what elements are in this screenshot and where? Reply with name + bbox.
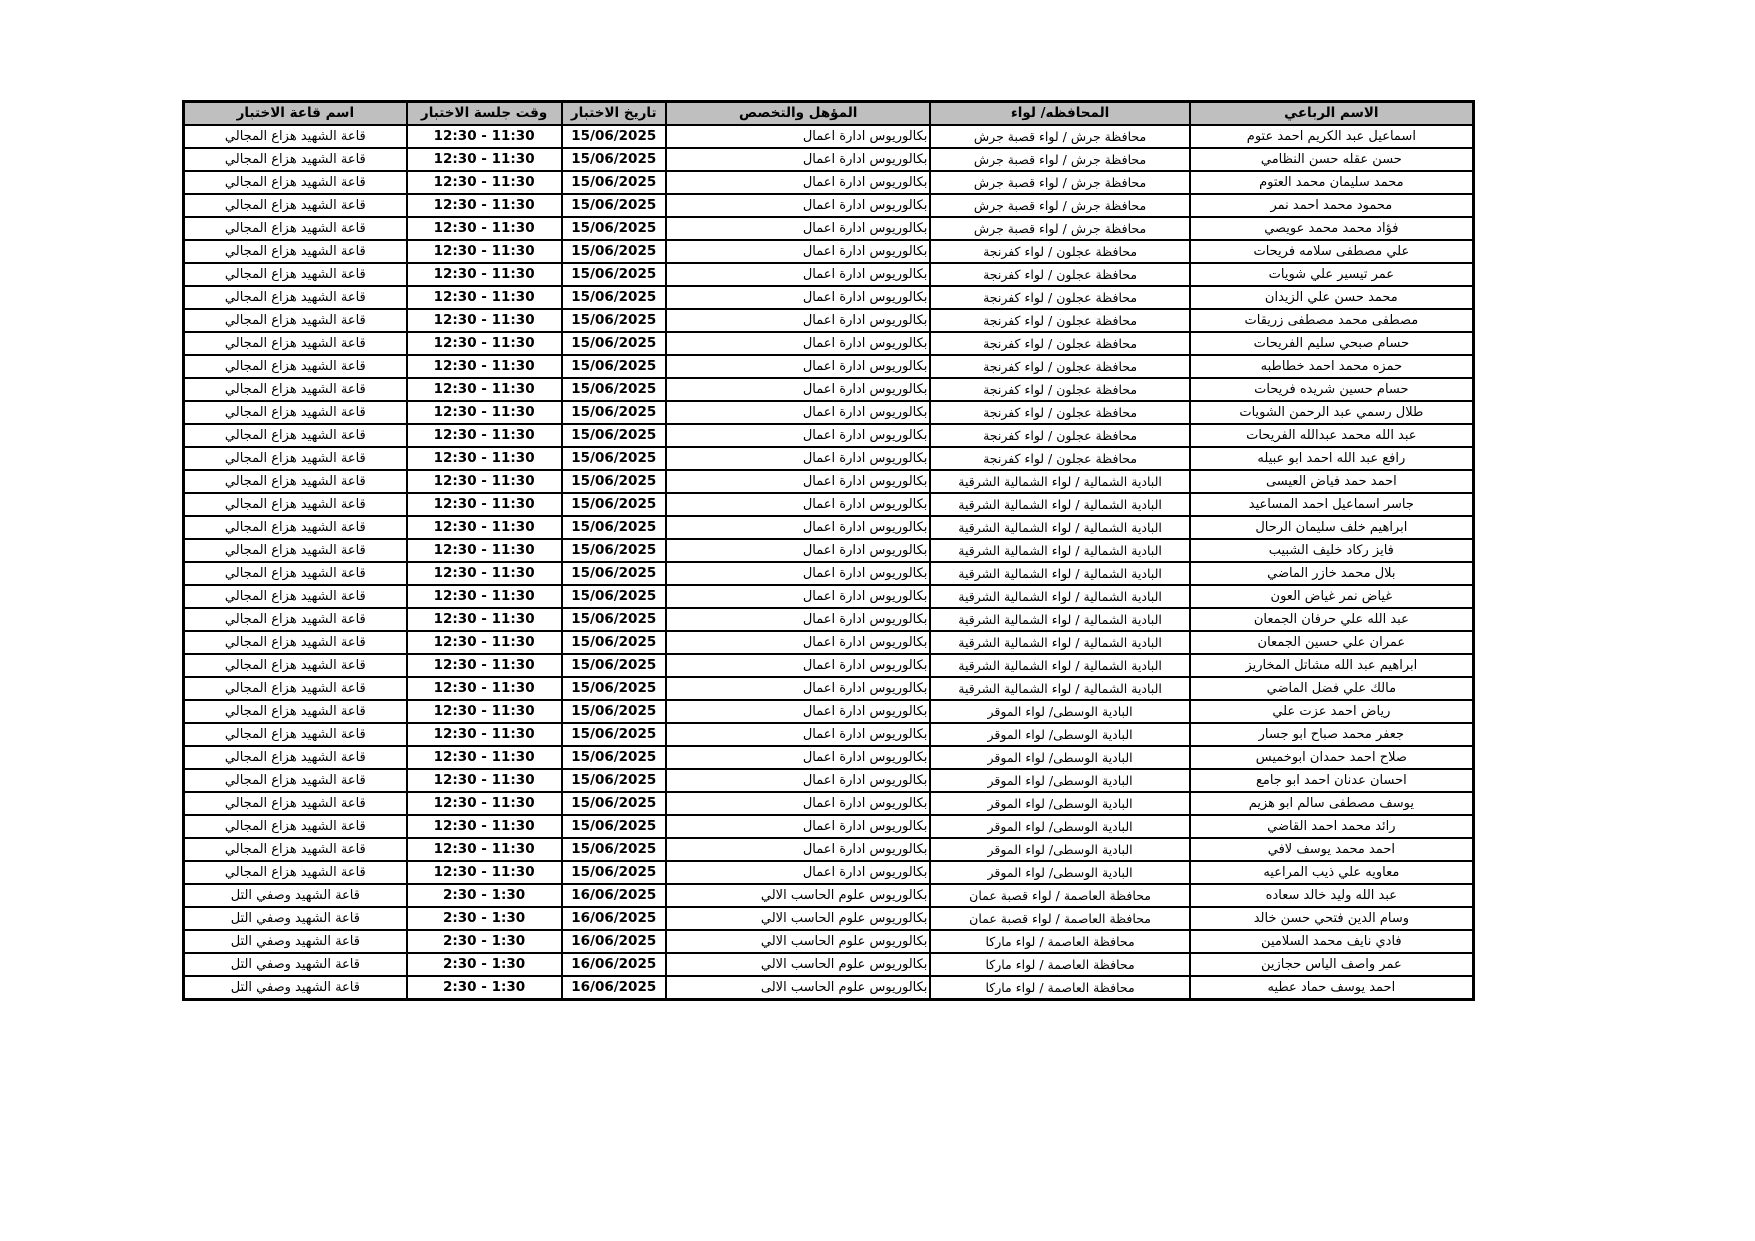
cell-exam-date: 15/06/2025 [562,631,666,654]
cell-exam-hall: قاعة الشهيد هزاع المجالي [184,815,407,838]
cell-full-name: بلال محمد خازر الماضي [1190,562,1474,585]
cell-exam-time: 1:30 - 2:30 [407,884,562,907]
header-exam-hall-name: اسم قاعة الاختبار [184,102,407,126]
cell-governorate: محافظة جرش / لواء قصبة جرش [930,148,1189,171]
cell-governorate: البادية الوسطى/ لواء الموقر [930,838,1189,861]
cell-qualification: بكالوريوس علوم الحاسب الالي [666,884,930,907]
exam-schedule-table [182,100,1475,1001]
cell-exam-time: 11:30 - 12:30 [407,378,562,401]
cell-exam-time: 11:30 - 12:30 [407,355,562,378]
cell-exam-time: 11:30 - 12:30 [407,171,562,194]
cell-exam-date: 16/06/2025 [562,884,666,907]
cell-full-name: عبد الله محمد عبدالله الفريحات [1190,424,1474,447]
cell-exam-date: 16/06/2025 [562,976,666,1000]
table-row [184,746,1474,769]
cell-governorate: محافظة عجلون / لواء كفرنجة [930,309,1189,332]
cell-exam-date: 15/06/2025 [562,424,666,447]
cell-qualification: بكالوريوس ادارة اعمال [666,516,930,539]
cell-qualification: بكالوريوس ادارة اعمال [666,815,930,838]
cell-exam-hall: قاعة الشهيد هزاع المجالي [184,470,407,493]
cell-exam-date: 15/06/2025 [562,677,666,700]
cell-governorate: البادية الشمالية / لواء الشمالية الشرقية [930,539,1189,562]
cell-full-name: رائد محمد احمد القاضي [1190,815,1474,838]
cell-full-name: فؤاد محمد محمد عويصي [1190,217,1474,240]
cell-full-name: مالك علي فضل الماضي [1190,677,1474,700]
table-row [184,953,1474,976]
cell-governorate: محافظة العاصمة / لواء ماركا [930,976,1189,1000]
cell-governorate: البادية الشمالية / لواء الشمالية الشرقية [930,562,1189,585]
cell-exam-time: 1:30 - 2:30 [407,976,562,1000]
table-row [184,723,1474,746]
table-row [184,125,1474,148]
cell-exam-hall: قاعة الشهيد هزاع المجالي [184,125,407,148]
cell-qualification: بكالوريوس ادارة اعمال [666,769,930,792]
cell-exam-time: 11:30 - 12:30 [407,401,562,424]
cell-qualification: بكالوريوس ادارة اعمال [666,401,930,424]
cell-exam-date: 15/06/2025 [562,470,666,493]
cell-exam-date: 15/06/2025 [562,240,666,263]
cell-qualification: بكالوريوس ادارة اعمال [666,171,930,194]
cell-exam-time: 11:30 - 12:30 [407,700,562,723]
cell-full-name: ابراهيم خلف سليمان الرحال [1190,516,1474,539]
cell-exam-time: 11:30 - 12:30 [407,424,562,447]
cell-full-name: صلاح احمد حمدان ابوخميس [1190,746,1474,769]
cell-exam-date: 15/06/2025 [562,493,666,516]
cell-governorate: محافظة عجلون / لواء كفرنجة [930,240,1189,263]
cell-exam-time: 1:30 - 2:30 [407,930,562,953]
cell-full-name: اسماعيل عبد الكريم احمد عتوم [1190,125,1474,148]
header-full-name: الاسم الرباعي [1190,102,1474,126]
cell-exam-hall: قاعة الشهيد هزاع المجالي [184,217,407,240]
cell-exam-hall: قاعة الشهيد هزاع المجالي [184,631,407,654]
cell-full-name: حمزه محمد احمد خطاطبه [1190,355,1474,378]
table-row [184,815,1474,838]
cell-governorate: محافظة جرش / لواء قصبة جرش [930,171,1189,194]
cell-exam-date: 15/06/2025 [562,125,666,148]
table-row [184,493,1474,516]
cell-governorate: البادية الشمالية / لواء الشمالية الشرقية [930,654,1189,677]
cell-exam-hall: قاعة الشهيد هزاع المجالي [184,378,407,401]
cell-full-name: عبد الله وليد خالد سعاده [1190,884,1474,907]
cell-full-name: عمر واصف الياس حجازين [1190,953,1474,976]
table-row [184,286,1474,309]
cell-exam-date: 15/06/2025 [562,401,666,424]
cell-governorate: البادية الوسطى/ لواء الموقر [930,792,1189,815]
table-row [184,378,1474,401]
cell-exam-date: 15/06/2025 [562,838,666,861]
header-exam-date: تاريخ الاختبار [562,102,666,126]
cell-qualification: بكالوريوس ادارة اعمال [666,217,930,240]
cell-qualification: بكالوريوس علوم الحاسب الالي [666,930,930,953]
table-row [184,309,1474,332]
cell-qualification: بكالوريوس ادارة اعمال [666,654,930,677]
cell-exam-date: 15/06/2025 [562,608,666,631]
cell-full-name: جاسر اسماعيل احمد المساعيد [1190,493,1474,516]
cell-full-name: فايز ركاد خليف الشبيب [1190,539,1474,562]
cell-exam-hall: قاعة الشهيد وصفي التل [184,953,407,976]
table-body [184,125,1474,1000]
cell-exam-date: 15/06/2025 [562,769,666,792]
cell-exam-date: 15/06/2025 [562,585,666,608]
header-exam-session-time: وقت جلسة الاختبار [407,102,562,126]
cell-full-name: احمد محمد يوسف لافي [1190,838,1474,861]
cell-exam-hall: قاعة الشهيد وصفي التل [184,930,407,953]
cell-exam-hall: قاعة الشهيد هزاع المجالي [184,746,407,769]
cell-exam-date: 15/06/2025 [562,355,666,378]
cell-exam-date: 15/06/2025 [562,539,666,562]
cell-exam-time: 1:30 - 2:30 [407,907,562,930]
table-row [184,470,1474,493]
table-row [184,930,1474,953]
cell-governorate: محافظة عجلون / لواء كفرنجة [930,424,1189,447]
cell-qualification: بكالوريوس ادارة اعمال [666,125,930,148]
cell-exam-time: 11:30 - 12:30 [407,746,562,769]
cell-governorate: محافظة عجلون / لواء كفرنجة [930,286,1189,309]
cell-exam-date: 16/06/2025 [562,907,666,930]
cell-exam-time: 11:30 - 12:30 [407,838,562,861]
table-row [184,240,1474,263]
cell-exam-hall: قاعة الشهيد هزاع المجالي [184,263,407,286]
cell-exam-time: 11:30 - 12:30 [407,562,562,585]
cell-exam-date: 15/06/2025 [562,148,666,171]
cell-exam-hall: قاعة الشهيد هزاع المجالي [184,286,407,309]
cell-qualification: بكالوريوس ادارة اعمال [666,562,930,585]
cell-governorate: محافظة عجلون / لواء كفرنجة [930,401,1189,424]
cell-exam-date: 15/06/2025 [562,447,666,470]
cell-exam-date: 15/06/2025 [562,723,666,746]
cell-qualification: بكالوريوس ادارة اعمال [666,746,930,769]
table-row [184,769,1474,792]
cell-full-name: عمران علي حسين الجمعان [1190,631,1474,654]
cell-governorate: البادية الوسطى/ لواء الموقر [930,723,1189,746]
table-row [184,838,1474,861]
cell-exam-hall: قاعة الشهيد هزاع المجالي [184,171,407,194]
cell-exam-date: 16/06/2025 [562,930,666,953]
cell-exam-time: 11:30 - 12:30 [407,723,562,746]
table-row [184,332,1474,355]
cell-full-name: طلال رسمي عبد الرحمن الشويات [1190,401,1474,424]
cell-full-name: ابراهيم عبد الله مشاتل المخاريز [1190,654,1474,677]
cell-exam-time: 11:30 - 12:30 [407,493,562,516]
table-row [184,976,1474,1000]
cell-exam-date: 15/06/2025 [562,562,666,585]
cell-qualification: بكالوريوس ادارة اعمال [666,332,930,355]
cell-exam-date: 16/06/2025 [562,953,666,976]
cell-full-name: محمد حسن علي الزيدان [1190,286,1474,309]
cell-full-name: حسام صبحي سليم الفريحات [1190,332,1474,355]
cell-full-name: وسام الدين فتحي حسن خالد [1190,907,1474,930]
cell-exam-time: 11:30 - 12:30 [407,309,562,332]
cell-governorate: البادية الوسطى/ لواء الموقر [930,861,1189,884]
cell-exam-hall: قاعة الشهيد هزاع المجالي [184,539,407,562]
cell-governorate: البادية الشمالية / لواء الشمالية الشرقية [930,585,1189,608]
cell-qualification: بكالوريوس ادارة اعمال [666,424,930,447]
cell-full-name: عمر تيسير علي شويات [1190,263,1474,286]
cell-qualification: بكالوريوس ادارة اعمال [666,723,930,746]
cell-exam-date: 15/06/2025 [562,516,666,539]
cell-exam-date: 15/06/2025 [562,746,666,769]
cell-exam-hall: قاعة الشهيد هزاع المجالي [184,769,407,792]
cell-exam-date: 15/06/2025 [562,309,666,332]
cell-governorate: محافظة العاصمة / لواء قصبة عمان [930,884,1189,907]
table-row [184,263,1474,286]
table-row [184,700,1474,723]
cell-exam-hall: قاعة الشهيد وصفي التل [184,976,407,1000]
cell-full-name: غياض نمر غياض العون [1190,585,1474,608]
cell-exam-time: 1:30 - 2:30 [407,953,562,976]
table-row [184,217,1474,240]
cell-exam-hall: قاعة الشهيد هزاع المجالي [184,493,407,516]
cell-qualification: بكالوريوس ادارة اعمال [666,286,930,309]
cell-exam-time: 11:30 - 12:30 [407,861,562,884]
cell-qualification: بكالوريوس ادارة اعمال [666,608,930,631]
cell-full-name: معاويه علي ذيب المراعيه [1190,861,1474,884]
cell-full-name: عبد الله علي حرفان الجمعان [1190,608,1474,631]
cell-exam-hall: قاعة الشهيد هزاع المجالي [184,562,407,585]
cell-exam-hall: قاعة الشهيد هزاع المجالي [184,240,407,263]
cell-exam-hall: قاعة الشهيد هزاع المجالي [184,332,407,355]
cell-exam-date: 15/06/2025 [562,171,666,194]
cell-exam-hall: قاعة الشهيد وصفي التل [184,884,407,907]
cell-exam-hall: قاعة الشهيد هزاع المجالي [184,424,407,447]
cell-exam-time: 11:30 - 12:30 [407,332,562,355]
cell-exam-date: 15/06/2025 [562,217,666,240]
table-row [184,447,1474,470]
table-row [184,194,1474,217]
cell-governorate: محافظة عجلون / لواء كفرنجة [930,447,1189,470]
cell-exam-hall: قاعة الشهيد هزاع المجالي [184,700,407,723]
cell-qualification: بكالوريوس ادارة اعمال [666,838,930,861]
table-row [184,516,1474,539]
cell-exam-time: 11:30 - 12:30 [407,263,562,286]
cell-governorate: محافظة عجلون / لواء كفرنجة [930,332,1189,355]
cell-governorate: البادية الشمالية / لواء الشمالية الشرقية [930,470,1189,493]
cell-governorate: محافظة العاصمة / لواء قصبة عمان [930,907,1189,930]
cell-exam-hall: قاعة الشهيد هزاع المجالي [184,194,407,217]
cell-full-name: مصطفى محمد مصطفى زريقات [1190,309,1474,332]
table-row [184,424,1474,447]
table-row [184,148,1474,171]
cell-qualification: بكالوريوس علوم الحاسب الالى [666,976,930,1000]
table-row [184,401,1474,424]
cell-exam-time: 11:30 - 12:30 [407,677,562,700]
cell-exam-time: 11:30 - 12:30 [407,194,562,217]
cell-full-name: احمد يوسف حماد عطيه [1190,976,1474,1000]
cell-full-name: محمد سليمان محمد العتوم [1190,171,1474,194]
cell-qualification: بكالوريوس علوم الحاسب الالي [666,953,930,976]
cell-qualification: بكالوريوس ادارة اعمال [666,585,930,608]
cell-governorate: البادية الشمالية / لواء الشمالية الشرقية [930,677,1189,700]
cell-exam-date: 15/06/2025 [562,286,666,309]
cell-qualification: بكالوريوس ادارة اعمال [666,378,930,401]
cell-qualification: بكالوريوس ادارة اعمال [666,631,930,654]
cell-full-name: جعفر محمد صباح ابو جسار [1190,723,1474,746]
cell-exam-time: 11:30 - 12:30 [407,148,562,171]
cell-governorate: محافظة عجلون / لواء كفرنجة [930,355,1189,378]
cell-qualification: بكالوريوس ادارة اعمال [666,700,930,723]
cell-exam-time: 11:30 - 12:30 [407,470,562,493]
cell-exam-hall: قاعة الشهيد هزاع المجالي [184,654,407,677]
cell-qualification: بكالوريوس ادارة اعمال [666,148,930,171]
cell-exam-time: 11:30 - 12:30 [407,447,562,470]
table-row [184,562,1474,585]
cell-qualification: بكالوريوس ادارة اعمال [666,539,930,562]
cell-qualification: بكالوريوس ادارة اعمال [666,493,930,516]
cell-exam-date: 15/06/2025 [562,194,666,217]
exam-schedule-table-container [182,100,1475,1001]
table-row [184,654,1474,677]
cell-governorate: محافظة العاصمة / لواء ماركا [930,953,1189,976]
cell-exam-date: 15/06/2025 [562,815,666,838]
cell-qualification: بكالوريوس ادارة اعمال [666,263,930,286]
cell-exam-hall: قاعة الشهيد هزاع المجالي [184,401,407,424]
cell-exam-date: 15/06/2025 [562,654,666,677]
table-header-row [184,102,1474,126]
cell-full-name: حسام حسين شريده فريحات [1190,378,1474,401]
cell-full-name: محمود محمد احمد نمر [1190,194,1474,217]
cell-governorate: البادية الشمالية / لواء الشمالية الشرقية [930,631,1189,654]
cell-governorate: البادية الوسطى/ لواء الموقر [930,769,1189,792]
cell-qualification: بكالوريوس ادارة اعمال [666,309,930,332]
table-row [184,907,1474,930]
cell-full-name: رياض احمد عزت علي [1190,700,1474,723]
cell-exam-date: 15/06/2025 [562,263,666,286]
cell-exam-hall: قاعة الشهيد هزاع المجالي [184,148,407,171]
cell-qualification: بكالوريوس ادارة اعمال [666,470,930,493]
table-row [184,355,1474,378]
cell-exam-time: 11:30 - 12:30 [407,815,562,838]
cell-exam-time: 11:30 - 12:30 [407,631,562,654]
cell-full-name: رافع عبد الله احمد ابو عبيله [1190,447,1474,470]
cell-full-name: علي مصطفى سلامه فريحات [1190,240,1474,263]
cell-full-name: احمد حمد فياض العيسى [1190,470,1474,493]
cell-qualification: بكالوريوس ادارة اعمال [666,355,930,378]
cell-exam-hall: قاعة الشهيد وصفي التل [184,907,407,930]
cell-governorate: محافظة جرش / لواء قصبة جرش [930,125,1189,148]
cell-exam-time: 11:30 - 12:30 [407,608,562,631]
cell-qualification: بكالوريوس ادارة اعمال [666,240,930,263]
table-row [184,861,1474,884]
cell-exam-hall: قاعة الشهيد هزاع المجالي [184,861,407,884]
cell-exam-hall: قاعة الشهيد هزاع المجالي [184,677,407,700]
cell-qualification: بكالوريوس ادارة اعمال [666,792,930,815]
cell-exam-hall: قاعة الشهيد هزاع المجالي [184,792,407,815]
cell-exam-date: 15/06/2025 [562,378,666,401]
cell-exam-date: 15/06/2025 [562,792,666,815]
cell-exam-hall: قاعة الشهيد هزاع المجالي [184,723,407,746]
cell-exam-hall: قاعة الشهيد هزاع المجالي [184,516,407,539]
cell-governorate: محافظة عجلون / لواء كفرنجة [930,378,1189,401]
header-qualification: المؤهل والتخصص [666,102,930,126]
cell-exam-date: 15/06/2025 [562,700,666,723]
cell-exam-time: 11:30 - 12:30 [407,792,562,815]
cell-qualification: بكالوريوس ادارة اعمال [666,447,930,470]
cell-governorate: البادية الوسطى/ لواء الموقر [930,746,1189,769]
cell-governorate: محافظة عجلون / لواء كفرنجة [930,263,1189,286]
cell-full-name: حسن عقله حسن النظامي [1190,148,1474,171]
table-row [184,631,1474,654]
cell-exam-time: 11:30 - 12:30 [407,585,562,608]
cell-qualification: بكالوريوس ادارة اعمال [666,677,930,700]
cell-exam-date: 15/06/2025 [562,332,666,355]
cell-exam-hall: قاعة الشهيد هزاع المجالي [184,838,407,861]
table-row [184,884,1474,907]
table-row [184,539,1474,562]
cell-exam-time: 11:30 - 12:30 [407,286,562,309]
table-row [184,677,1474,700]
cell-exam-time: 11:30 - 12:30 [407,217,562,240]
cell-governorate: البادية الشمالية / لواء الشمالية الشرقية [930,516,1189,539]
cell-governorate: البادية الوسطى/ لواء الموقر [930,815,1189,838]
table-row [184,792,1474,815]
cell-exam-time: 11:30 - 12:30 [407,516,562,539]
cell-governorate: البادية الشمالية / لواء الشمالية الشرقية [930,493,1189,516]
cell-exam-hall: قاعة الشهيد هزاع المجالي [184,585,407,608]
table-row [184,608,1474,631]
cell-exam-date: 15/06/2025 [562,861,666,884]
cell-full-name: فادي نايف محمد السلامين [1190,930,1474,953]
cell-governorate: محافظة جرش / لواء قصبة جرش [930,217,1189,240]
cell-qualification: بكالوريوس ادارة اعمال [666,194,930,217]
cell-exam-time: 11:30 - 12:30 [407,539,562,562]
cell-exam-time: 11:30 - 12:30 [407,769,562,792]
cell-exam-hall: قاعة الشهيد هزاع المجالي [184,309,407,332]
cell-full-name: يوسف مصطفى سالم ابو هزيم [1190,792,1474,815]
cell-exam-hall: قاعة الشهيد هزاع المجالي [184,355,407,378]
cell-qualification: بكالوريوس علوم الحاسب الالي [666,907,930,930]
table-row [184,585,1474,608]
cell-full-name: احسان عدنان احمد ابو جامع [1190,769,1474,792]
cell-exam-hall: قاعة الشهيد هزاع المجالي [184,447,407,470]
cell-governorate: البادية الشمالية / لواء الشمالية الشرقية [930,608,1189,631]
cell-governorate: محافظة جرش / لواء قصبة جرش [930,194,1189,217]
cell-exam-time: 11:30 - 12:30 [407,654,562,677]
cell-exam-hall: قاعة الشهيد هزاع المجالي [184,608,407,631]
cell-governorate: محافظة العاصمة / لواء ماركا [930,930,1189,953]
cell-governorate: البادية الوسطى/ لواء الموقر [930,700,1189,723]
cell-exam-time: 11:30 - 12:30 [407,125,562,148]
cell-qualification: بكالوريوس ادارة اعمال [666,861,930,884]
table-row [184,171,1474,194]
header-governorate: المحافظه/ لواء [930,102,1189,126]
cell-exam-time: 11:30 - 12:30 [407,240,562,263]
